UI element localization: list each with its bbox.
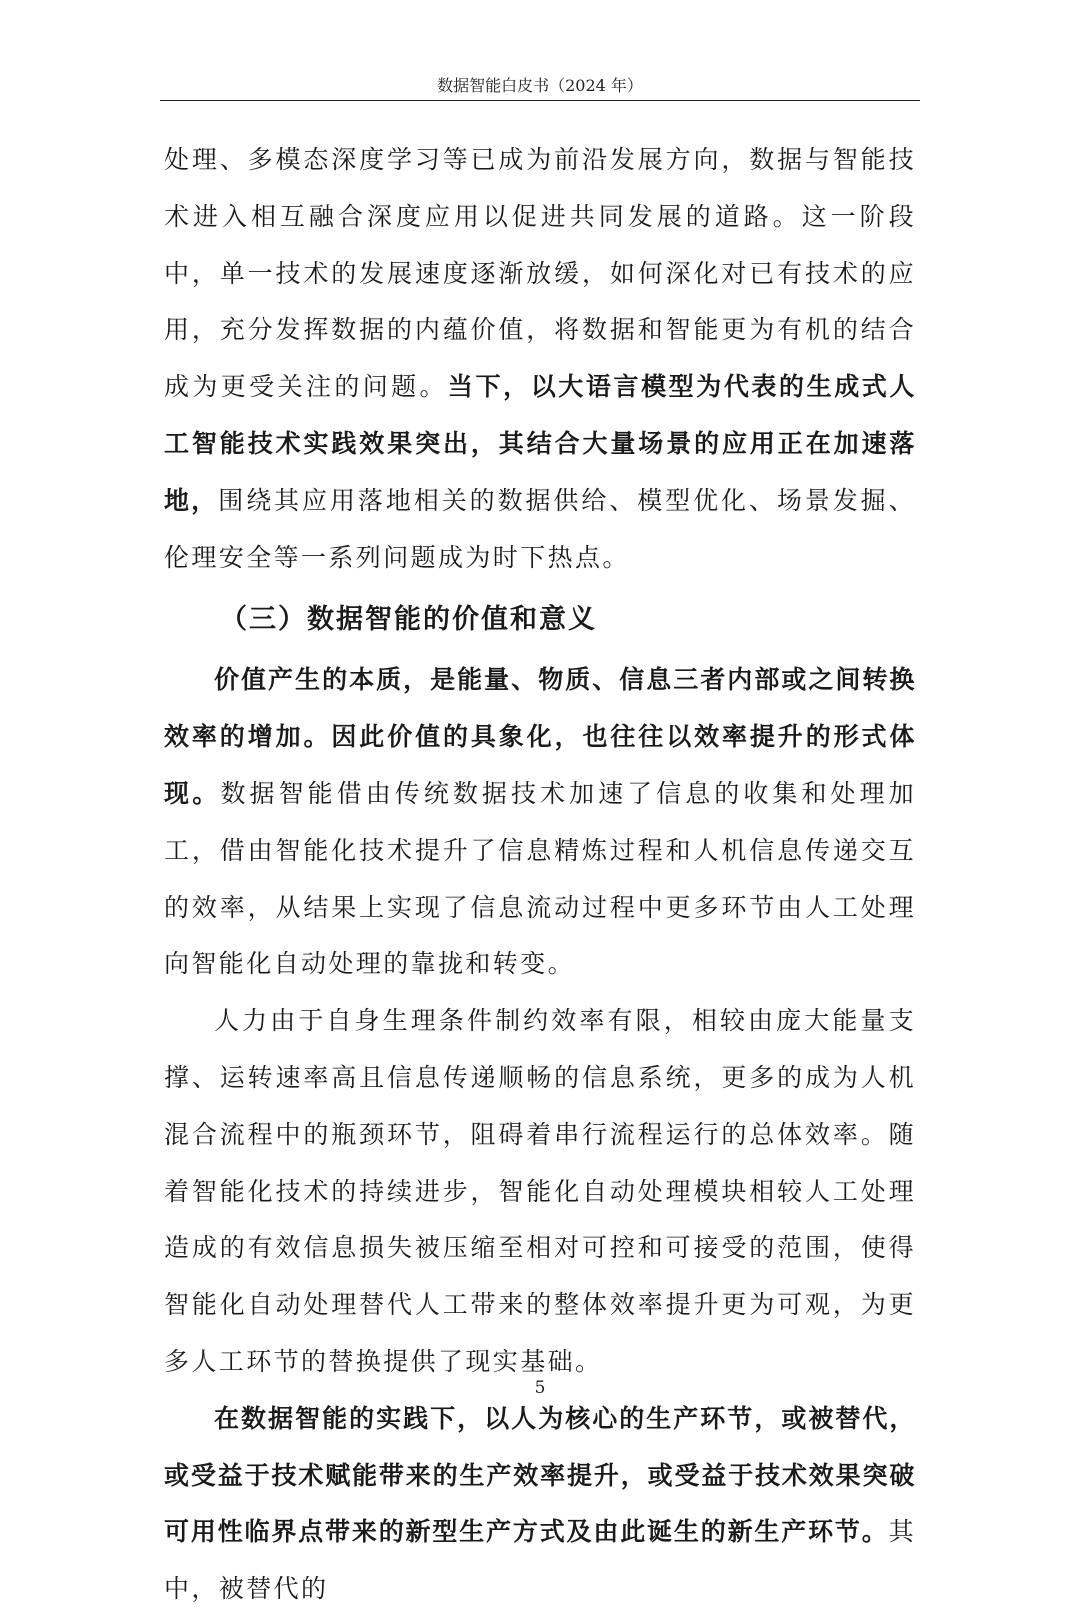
paragraph-bold-text: 当下，以大语言模型为代表的生成式人工智能技术实践效果突出，其结合大量场景的应用正在加速落地， <box>164 372 916 515</box>
paragraph-continuation <box>164 132 916 586</box>
paragraph-practice <box>164 1391 916 1618</box>
paragraph-text: 数据智能借由传统数据技术加速了信息的收集和处理加工，借由智能化技术提升了信息精炼过程和人机信息传递交互的效率，从结果上实现了信息流动过程中更多环节由人工处理向智能化自动处理的靠拢和转变。 <box>164 778 916 979</box>
header-rule <box>160 100 920 101</box>
paragraph-text: 处理、多模态深度学习等已成为前沿发展方向，数据与智能技术进入相互融合深度应用以促进共同发展的道路。这一阶段中，单一技术的发展速度逐渐放缓，如何深化对已有技术的应用，充分发挥数据的内蕴价值，将数据和智能更为有机的结合成为更受关注的问题。 <box>164 145 916 402</box>
paragraph-text: 围绕其应用落地相关的数据供给、模型优化、场景发掘、伦理安全等一系列问题成为时下热点。 <box>164 485 916 572</box>
paragraph-bold-text: 价值产生的本质，是能量、物质、信息三者内部或之间转换效率的增加。因此价值的具象化，也往往以效率提升的形式体现。 <box>164 665 916 808</box>
page-number: 5 <box>534 1378 546 1398</box>
paragraph-bold-text: 在数据智能的实践下，以人为核心的生产环节，或被替代，或受益于技术赋能带来的生产效率提升，或受益于技术效果突破可用性临界点带来的新型生产方式及由此诞生的新生产环节。 <box>164 1403 916 1547</box>
paragraph-text: 人力由于自身生理条件制约效率有限，相较由庞大能量支撑、运转速率高且信息传递顺畅的信息系统，更多的成为人机混合流程中的瓶颈环节，阻碍着串行流程运行的总体效率。随着智能化技术的持续进步，智能化自动处理模块相较人工处理造成的有效信息损失被压缩至相对可控和可接受的范围，使得智能化自动处理替代人工带来的整体效率提升更为可观，为更多人工环节的替换提供了现实基础。 <box>164 1006 916 1376</box>
paragraph-text: 其中，被替代的 <box>164 1517 916 1604</box>
running-header: 数据智能白皮书（2024 年） <box>437 76 643 95</box>
paragraph-human-bottleneck <box>164 993 916 1391</box>
section-heading: （三）数据智能的价值和意义 <box>220 604 597 636</box>
paragraph-value-essence <box>164 652 916 993</box>
